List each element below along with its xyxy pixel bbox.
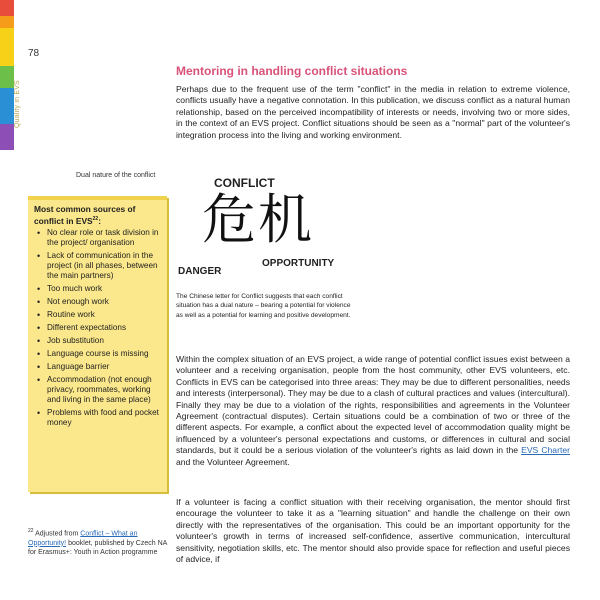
list-item: • Different expectations (34, 323, 161, 333)
color-bar-segment (0, 16, 14, 28)
figure-word-opportunity: OPPORTUNITY (262, 258, 335, 269)
chinese-characters: 危机 (202, 188, 314, 251)
sticky-note (28, 196, 167, 492)
paragraph-text: Within the complex situation of an EVS project, a wide range of potential conflict issues exist between a volunteer and a receiving organisation, people from the host community, other EVS volunteers, etc. Conflicts in EVS can be categorised into three areas: They may be due to different personalities, needs and interests (interpersonal). They may be due to a clash of cultural practices and values (intercultural). Finally they may be due to a violation of the rights, responsibilities and agreements in the Volunteer Agreement (contractual disputes). Certain situations could be a combination of two or three of the different aspects. For example, a conflict about the expected level of accommodation quality might be influenced by a volunteer's personal expectations and customs, or differences in cultural and social standards, but it could be a serious violation of the volunteer's rights as laid down in the (176, 354, 570, 456)
list-item: • Too much work (34, 284, 161, 294)
sticky-note-heading (34, 204, 161, 226)
conflict-sources-list (34, 228, 161, 428)
list-item: • Problems with food and pocket money (34, 408, 161, 428)
footnote-text: Adjusted from (33, 530, 81, 538)
section-side-label: Quality in EVS (14, 80, 21, 128)
paragraph-intro: Perhaps due to the frequent use of the term "conflict" in the media in relation to extreme violence, conflicts usually have a negative connotation. In this publication, we discuss conflict as a natural human relationship, based on the perceived incompatibility of interests or needs, involving two or more sides, in the context of an EVS project. Conflict situations should be seen as a "normal" part of the volunteer's integration process into the living and working environment. (176, 84, 570, 140)
color-bar-segment (0, 0, 14, 16)
list-item: • Language course is missing (34, 349, 161, 359)
footnote-number: 22 (28, 528, 34, 534)
conflict-figure (176, 170, 356, 290)
list-item: • Not enough work (34, 297, 161, 307)
figure-side-caption: Dual nature of the conflict (76, 172, 156, 179)
color-bar-segment (0, 66, 14, 88)
list-item: • Routine work (34, 310, 161, 320)
list-item: • Lack of communication in the project (in all phases, between the main partners) (34, 251, 161, 281)
list-item: • Language barrier (34, 362, 161, 372)
sticky-note-heading-colon: : (98, 215, 101, 226)
evs-charter-link[interactable]: EVS Charter (521, 445, 570, 456)
footnote (28, 527, 168, 557)
list-item: • No clear role or task division in the project/ organisation (34, 228, 161, 248)
figure-word-danger: DANGER (178, 266, 222, 277)
page-number: 78 (28, 48, 40, 59)
section-title: Mentoring in handling conflict situations (176, 64, 408, 78)
color-bar-segment (0, 88, 14, 124)
list-item: • Accommodation (not enough privacy, roommates, working and living in the same place) (34, 375, 161, 405)
figure-caption: The Chinese letter for Conflict suggests that each conflict situation has a dual nature – bearing a potential for violence as well as a potential for learning and positive development. (176, 293, 351, 319)
footnote-text: booklet, published by Czech NA for Erasmus+: Youth in Action programme (28, 539, 167, 556)
sticky-note-heading-text: Most common sources of conflict in EVS (34, 204, 136, 226)
color-bar-segment (0, 28, 14, 66)
color-bar-segment (0, 124, 14, 150)
list-item: • Job substitution (34, 336, 161, 346)
paragraph-mentor-role: If a volunteer is facing a conflict situation with their receiving organisation, the mentor should first encourage the volunteer to take it as a "learning situation" and handle the challenge on their own directly with the representatives of the organisation. This could be an important opportunity for the volunteer's growth in terms of increased self-confidence, assertive communication, intercultural sensitivity, negotiation skills, etc. The mentor should also provide space for reflection and useful pieces of advice, if (176, 497, 570, 565)
footnote-reference: 22 (92, 216, 99, 222)
conflict-booklet-link[interactable]: Conflict – What an Opportunity! (28, 530, 138, 547)
paragraph-conflict-areas (176, 354, 570, 468)
paragraph-text: and the Volunteer Agreement. (176, 456, 290, 467)
figure-word-conflict: CONFLICT (214, 176, 275, 190)
